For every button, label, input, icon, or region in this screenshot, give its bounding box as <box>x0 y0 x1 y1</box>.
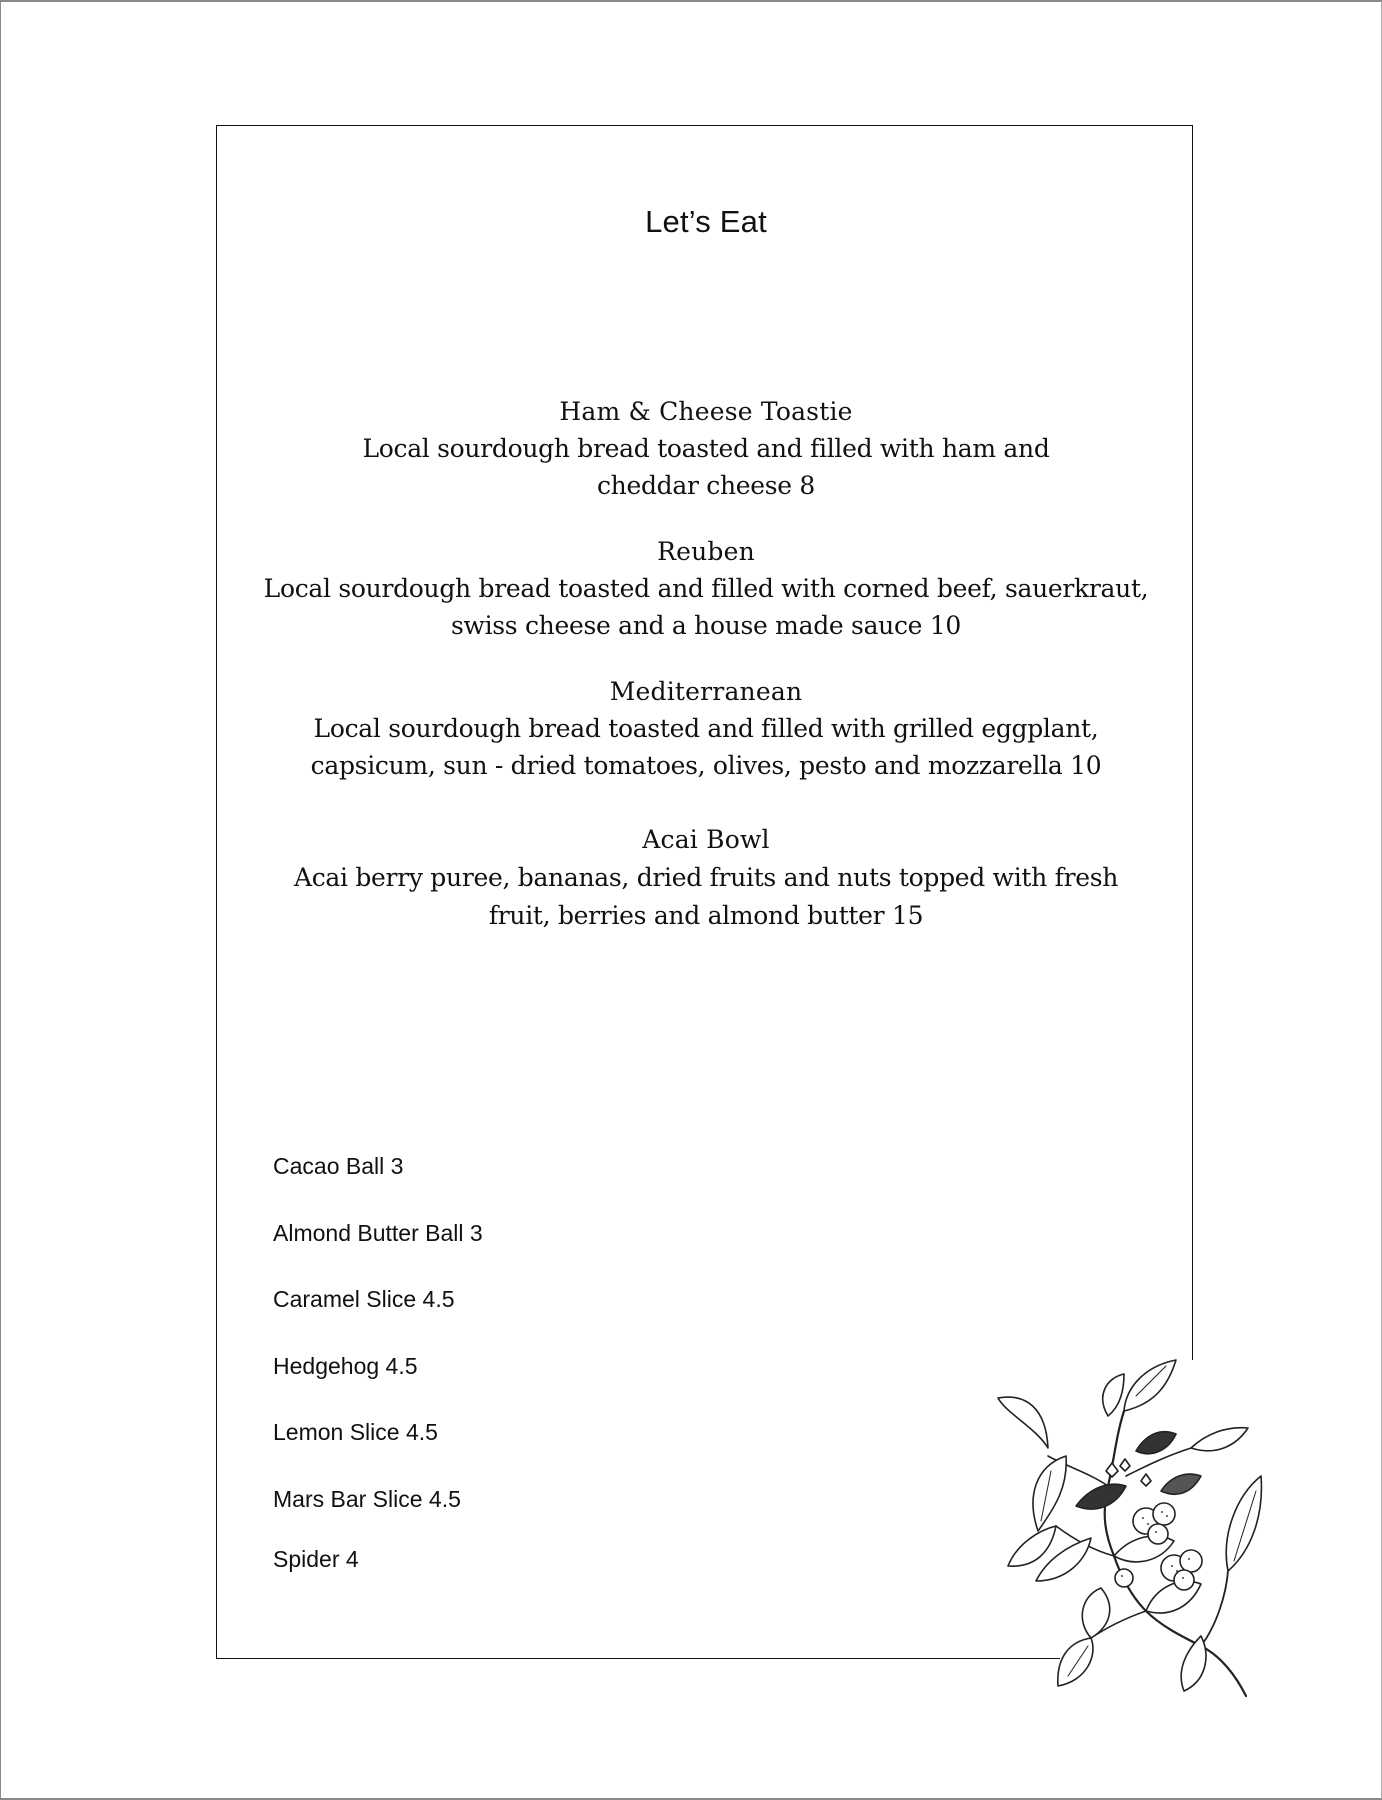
treat-item: Cacao Ball 3 <box>273 1153 404 1179</box>
botanical-branch-icon <box>996 1356 1264 1702</box>
treat-item: Spider 4 <box>273 1545 359 1572</box>
treat-item: Almond Butter Ball 3 <box>273 1219 483 1246</box>
menu-item-mediterranean <box>216 674 1196 784</box>
treat-item: Hedgehog 4.5 <box>273 1352 418 1379</box>
item-desc-line: Local sourdough bread toasted and filled with ham and <box>362 434 1050 463</box>
item-desc-line: Acai berry puree, bananas, dried fruits and nuts topped with fresh <box>293 863 1119 892</box>
menu-item-reuben <box>216 534 1196 644</box>
item-desc-line: cheddar cheese 8 <box>596 471 816 500</box>
menu-title: Let’s Eat <box>645 204 767 239</box>
treat-item: Caramel Slice 4.5 <box>273 1286 455 1312</box>
treat-item: Lemon Slice 4.5 <box>273 1419 438 1445</box>
item-name: Acai Bowl <box>642 825 770 854</box>
item-name: Reuben <box>657 537 755 566</box>
treats-list <box>273 1150 483 1609</box>
item-desc-line: fruit, berries and almond butter 15 <box>488 901 924 930</box>
menu-item-ham-cheese <box>216 394 1196 504</box>
item-desc-line: capsicum, sun - dried tomatoes, olives, pesto and mozzarella 10 <box>310 751 1102 780</box>
item-name: Mediterranean <box>609 677 803 706</box>
item-name: Ham & Cheese Toastie <box>559 397 853 426</box>
main-menu <box>216 394 1196 934</box>
menu-item-acai-bowl <box>216 822 1196 934</box>
item-desc-line: swiss cheese and a house made sauce 10 <box>450 611 962 640</box>
item-desc-line: Local sourdough bread toasted and filled with corned beef, sauerkraut, <box>263 574 1149 603</box>
treat-item: Mars Bar Slice 4.5 <box>273 1485 461 1512</box>
item-desc-line: Local sourdough bread toasted and filled with grilled eggplant, <box>313 714 1099 743</box>
